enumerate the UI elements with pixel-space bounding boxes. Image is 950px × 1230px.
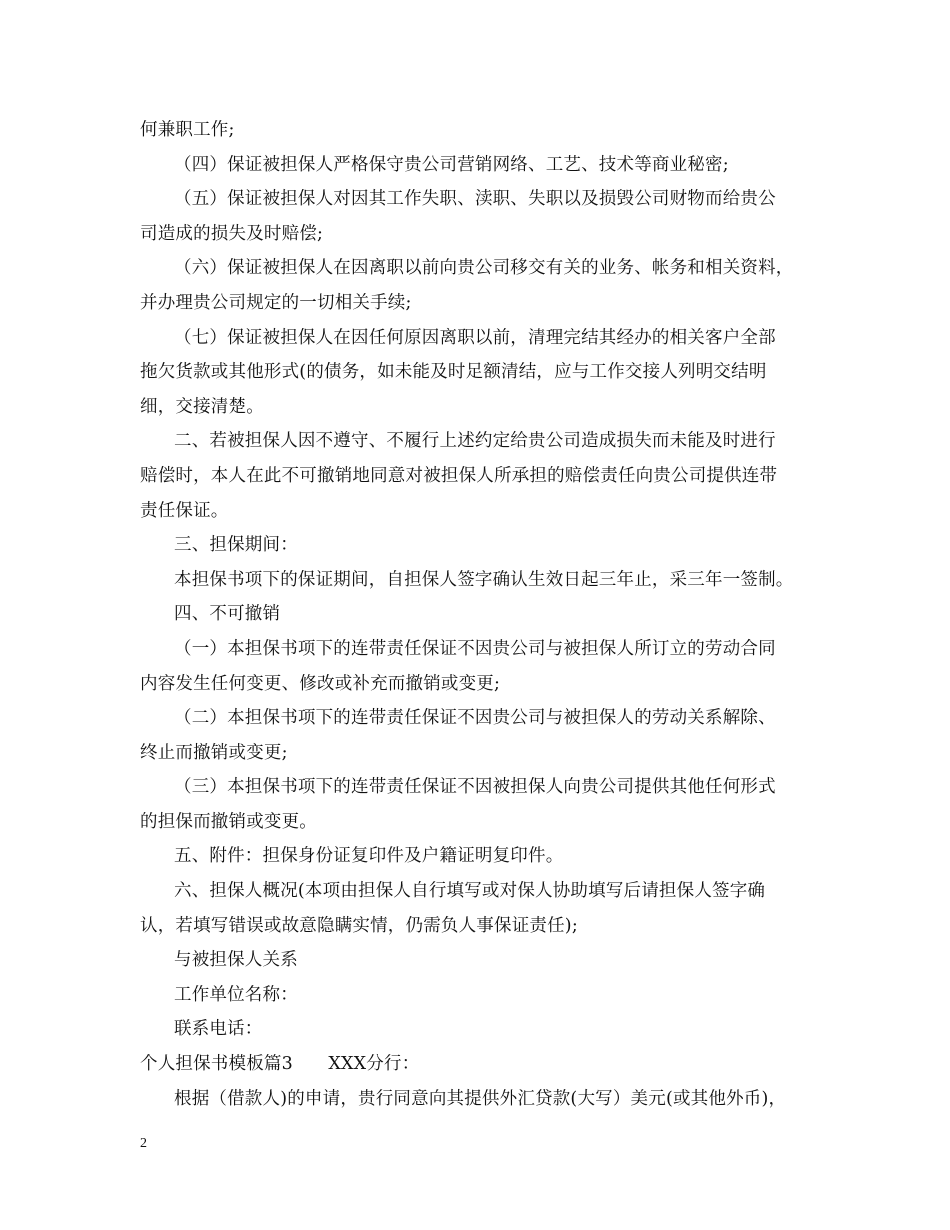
text-line: 终止而撤销或变更; [140, 742, 288, 763]
text-line: （七）保证被担保人在因任何原因离职以前，清理完结其经办的相关客户全部 [174, 327, 776, 348]
page-number: 2 [140, 1136, 147, 1151]
text-line: 本担保书项下的保证期间，自担保人签字确认生效日起三年止，采三年一签制。 [174, 569, 794, 590]
text-line: 五、附件：担保身份证复印件及户籍证明复印件。 [174, 846, 564, 867]
text-line: 六、担保人概况(本项由担保人自行填写或对保人协助填写后请担保人签字确 [174, 881, 766, 902]
text-line: （二）本担保书项下的连带责任保证不因贵公司与被担保人的劳动关系解除、 [174, 708, 776, 729]
text-line: （六）保证被担保人在因离职以前向贵公司移交有关的业务、帐务和相关资料， [174, 258, 794, 279]
text-line: 何兼职工作; [140, 120, 235, 140]
text-line: 联系电话： [174, 1019, 263, 1040]
text-line: 细，交接清楚。 [140, 396, 264, 417]
text-line: 工作单位名称： [174, 984, 298, 1005]
text-line: 二、若被担保人因不遵守、不履行上述约定给贵公司造成损失而未能及时进行 [174, 431, 776, 452]
text-line: 责任保证。 [140, 500, 229, 521]
text-line: 三、担保期间： [174, 535, 298, 556]
text-line: （三）本担保书项下的连带责任保证不因被担保人向贵公司提供其他任何形式 [174, 777, 776, 798]
text-line: （五）保证被担保人对因其工作失职、渎职、失职以及损毁公司财物而给贵公 [174, 189, 776, 210]
text-line: 的担保而撤销或变更。 [140, 811, 317, 832]
text-line: 个人担保书模板篇3 XXX分行： [140, 1054, 420, 1075]
text-line: 根据（借款人)的申请，贵行同意向其提供外汇贷款(大写）美元(或其他外币)， [174, 1088, 787, 1109]
text-line: 司造成的损失及时赔偿; [140, 223, 324, 244]
text-line: 并办理贵公司规定的一切相关手续; [140, 292, 412, 313]
text-line: （四）保证被担保人严格保守贵公司营销网络、工艺、技术等商业秘密; [174, 154, 729, 175]
text-line: 四、不可撤销 [174, 604, 281, 625]
text-line: 内容发生任何变更、修改或补充而撤销或变更; [140, 673, 501, 694]
text-line: 拖欠货款或其他形式(的债务，如未能及时足额清结，应与工作交接人列明交结明 [140, 362, 767, 383]
document-body [140, 113, 830, 1116]
text-line: 赔偿时，本人在此不可撤销地同意对被担保人所承担的赔偿责任向贵公司提供连带 [140, 465, 778, 486]
text-line: （一）本担保书项下的连带责任保证不因贵公司与被担保人所订立的劳动合同 [174, 638, 776, 659]
text-line: 与被担保人关系 [174, 950, 298, 971]
text-line: 认，若填写错误或故意隐瞒实情，仍需负人事保证责任); [140, 915, 578, 936]
